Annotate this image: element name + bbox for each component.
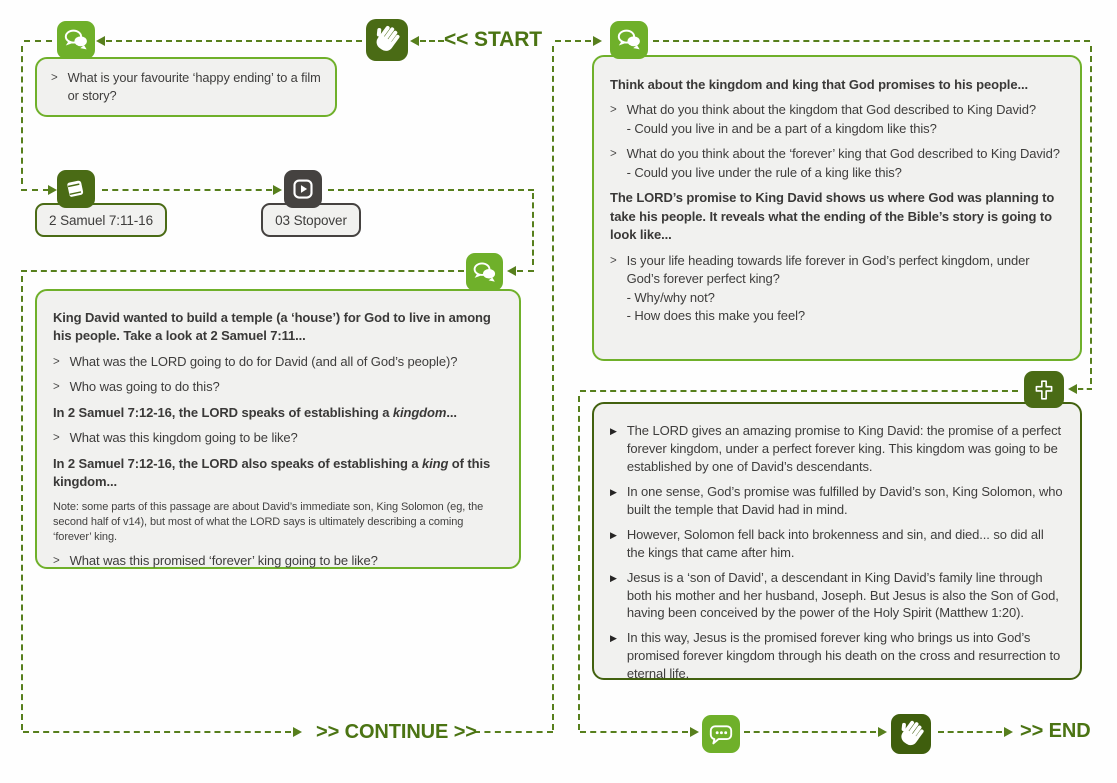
- summary-point: [610, 483, 1064, 519]
- discussion-question-1: [610, 101, 1064, 138]
- start-label: << START: [444, 28, 542, 51]
- question-bullet: >: [610, 254, 617, 267]
- triangle-bullet: ▶: [610, 572, 617, 583]
- flow-dashed-line: [552, 46, 554, 730]
- intro-emphasis: kingdom: [392, 404, 447, 420]
- flow-dashed-line: [744, 731, 876, 733]
- flow-dashed-line: [21, 276, 23, 730]
- study-question-4: [53, 552, 503, 570]
- flow-dashed-line: [23, 731, 291, 733]
- question-text: [627, 101, 1036, 138]
- question-sub: - How does this make you feel?: [626, 307, 805, 323]
- flow-dashed-line: [21, 46, 23, 184]
- intro-text: ...: [446, 404, 457, 420]
- question-sub: - Could you live under the rule of a king like this?: [626, 164, 902, 180]
- summary-point: [610, 422, 1064, 476]
- study-question-1: [53, 353, 503, 371]
- question-main: What do you think about the kingdom that God described to King David?: [626, 102, 1036, 118]
- question-sub: - Could you live in and be a part of a kingdom like this?: [626, 120, 937, 136]
- play-video-icon: [284, 170, 322, 208]
- summary-text: In one sense, God’s promise was fulfilled by David’s son, King Solomon, who built the temple that David had in mind.: [626, 483, 1063, 517]
- question-text: [627, 145, 1060, 182]
- summary-point: [610, 629, 1064, 683]
- speech-bubbles-icon: [610, 21, 648, 59]
- flow-dashed-line: [474, 731, 553, 733]
- question-text: Who was going to do this?: [69, 379, 220, 395]
- question-bullet: >: [610, 148, 617, 161]
- continue-label: >> CONTINUE >>: [316, 721, 477, 743]
- summary-box: [592, 402, 1082, 680]
- flow-arrow: [690, 727, 699, 737]
- triangle-bullet: ▶: [610, 486, 617, 497]
- question-bullet: >: [610, 104, 617, 117]
- intro-text: In 2 Samuel 7:12-16, the LORD also speaks of establishing a: [53, 455, 422, 471]
- intro-text: of this kingdom...: [53, 455, 491, 490]
- discussion-box: [592, 55, 1082, 361]
- question-text: What was the LORD going to do for David (and all of God’s people)?: [69, 353, 458, 369]
- video-stopover-label: 03 Stopover: [275, 212, 347, 228]
- question-bullet: >: [53, 381, 60, 394]
- study-intro-3: [53, 455, 503, 492]
- triangle-bullet: ▶: [610, 633, 617, 644]
- flow-arrow: [878, 727, 887, 737]
- flow-arrow: [96, 36, 105, 46]
- question-bullet: >: [51, 72, 58, 84]
- summary-point: [610, 526, 1064, 562]
- flow-dashed-line: [1078, 388, 1092, 390]
- flow-dashed-line: [106, 40, 362, 42]
- flow-dashed-line: [532, 193, 534, 265]
- speech-bubble-dots-icon: [702, 715, 740, 753]
- flow-dashed-line: [21, 270, 464, 272]
- flow-dashed-line: [555, 40, 591, 42]
- flow-arrow: [48, 185, 57, 195]
- question-bullet: >: [53, 355, 60, 368]
- study-note: Note: some parts of this passage are about David’s immediate son, King Solomon (eg, the second half of v14), but most of what the LORD says is ultimately describing a coming ‘forever’ king.: [53, 500, 484, 543]
- question-sub: - Why/why not?: [626, 289, 715, 305]
- icebreaker-box: [35, 57, 337, 117]
- flow-dashed-line: [580, 390, 1018, 392]
- flow-dashed-line: [328, 189, 534, 191]
- study-question-3: [53, 429, 503, 447]
- flow-arrow: [410, 36, 419, 46]
- flow-arrow: [593, 36, 602, 46]
- end-label: >> END: [1020, 720, 1091, 742]
- study-box: [35, 289, 521, 569]
- video-stopover-chip[interactable]: [261, 203, 361, 237]
- triangle-bullet: ▶: [610, 426, 617, 436]
- flow-dashed-line: [420, 40, 444, 42]
- scripture-reference-chip[interactable]: [35, 203, 167, 237]
- question-text: What is your favourite ‘happy ending’ to a film or story?: [67, 70, 321, 104]
- discussion-intro-1: Think about the kingdom and king that God promises to his people...: [610, 77, 1028, 92]
- question-main: Is your life heading towards life forever in God’s perfect kingdom, under God’s forever perfect king?: [626, 252, 1030, 287]
- triangle-bullet: ▶: [610, 529, 617, 540]
- question-text: [627, 252, 1064, 326]
- question-bullet: >: [53, 555, 60, 568]
- discussion-intro-2: The LORD’s promise to King David shows us where God was planning to take his people. It reveals what the ending of the Bible’s story is going to look like...: [610, 190, 1055, 243]
- icebreaker-question: [51, 69, 321, 105]
- scripture-reference-label: 2 Samuel 7:11-16: [49, 212, 153, 228]
- study-question-2: [53, 378, 503, 396]
- summary-text: In this way, Jesus is the promised forever king who brings us into God’s promised forever kingdom through his death on the cross and resurrection to eternal life.: [626, 630, 1061, 682]
- intro-text: In 2 Samuel 7:12-16, the LORD speaks of establishing a: [53, 404, 393, 420]
- question-text: What was this promised ‘forever’ king going to be like?: [69, 553, 378, 569]
- flow-dashed-line: [1090, 46, 1092, 384]
- clapping-hands-icon: [891, 714, 931, 754]
- clapping-hands-icon: [366, 19, 408, 61]
- flow-dashed-line: [580, 731, 688, 733]
- summary-text: The LORD gives an amazing promise to King David: the promise of a perfect forever kingdom, under a perfect forever king. This kingdom was going to be established by one of David’s descendants.: [626, 423, 1062, 474]
- flow-dashed-line: [24, 40, 52, 42]
- question-main: What do you think about the ‘forever’ king that God described to King David?: [626, 146, 1060, 162]
- summary-text: However, Solomon fell back into brokenness and sin, and died... so did all the kings that came after him.: [626, 526, 1044, 560]
- cross-icon: [1024, 371, 1064, 408]
- flow-arrow: [273, 185, 282, 195]
- intro-emphasis: king: [421, 455, 449, 471]
- flow-arrow: [1004, 727, 1013, 737]
- flow-dashed-line: [21, 189, 49, 191]
- question-bullet: >: [53, 432, 60, 445]
- flow-arrow: [1068, 384, 1077, 394]
- bible-book-icon: [57, 170, 95, 208]
- flow-arrow: [293, 727, 302, 737]
- flow-arrow: [507, 266, 516, 276]
- flow-dashed-line: [938, 731, 1002, 733]
- flow-dashed-line: [102, 189, 272, 191]
- summary-point: [610, 569, 1064, 623]
- speech-bubbles-icon: [466, 253, 503, 291]
- study-intro-1: King David wanted to build a temple (a ‘house’) for God to live in among his people. Take a look at 2 Samuel 7:11...: [53, 310, 491, 344]
- discussion-question-2: [610, 145, 1064, 182]
- flow-dashed-line: [517, 270, 534, 272]
- study-intro-2: [53, 404, 503, 422]
- speech-bubbles-icon: [57, 21, 95, 59]
- question-text: What was this kingdom going to be like?: [69, 430, 298, 446]
- summary-text: Jesus is a ‘son of David’, a descendant in King David’s family line through both his mother and her husband, Joseph. But Jesus is also the Son of God, having been conceived by the power of the Holy Spirit (Matthew 1:20).: [626, 569, 1059, 621]
- flow-dashed-line: [653, 40, 1090, 42]
- flow-dashed-line: [578, 396, 580, 730]
- discussion-question-3: [610, 252, 1064, 326]
